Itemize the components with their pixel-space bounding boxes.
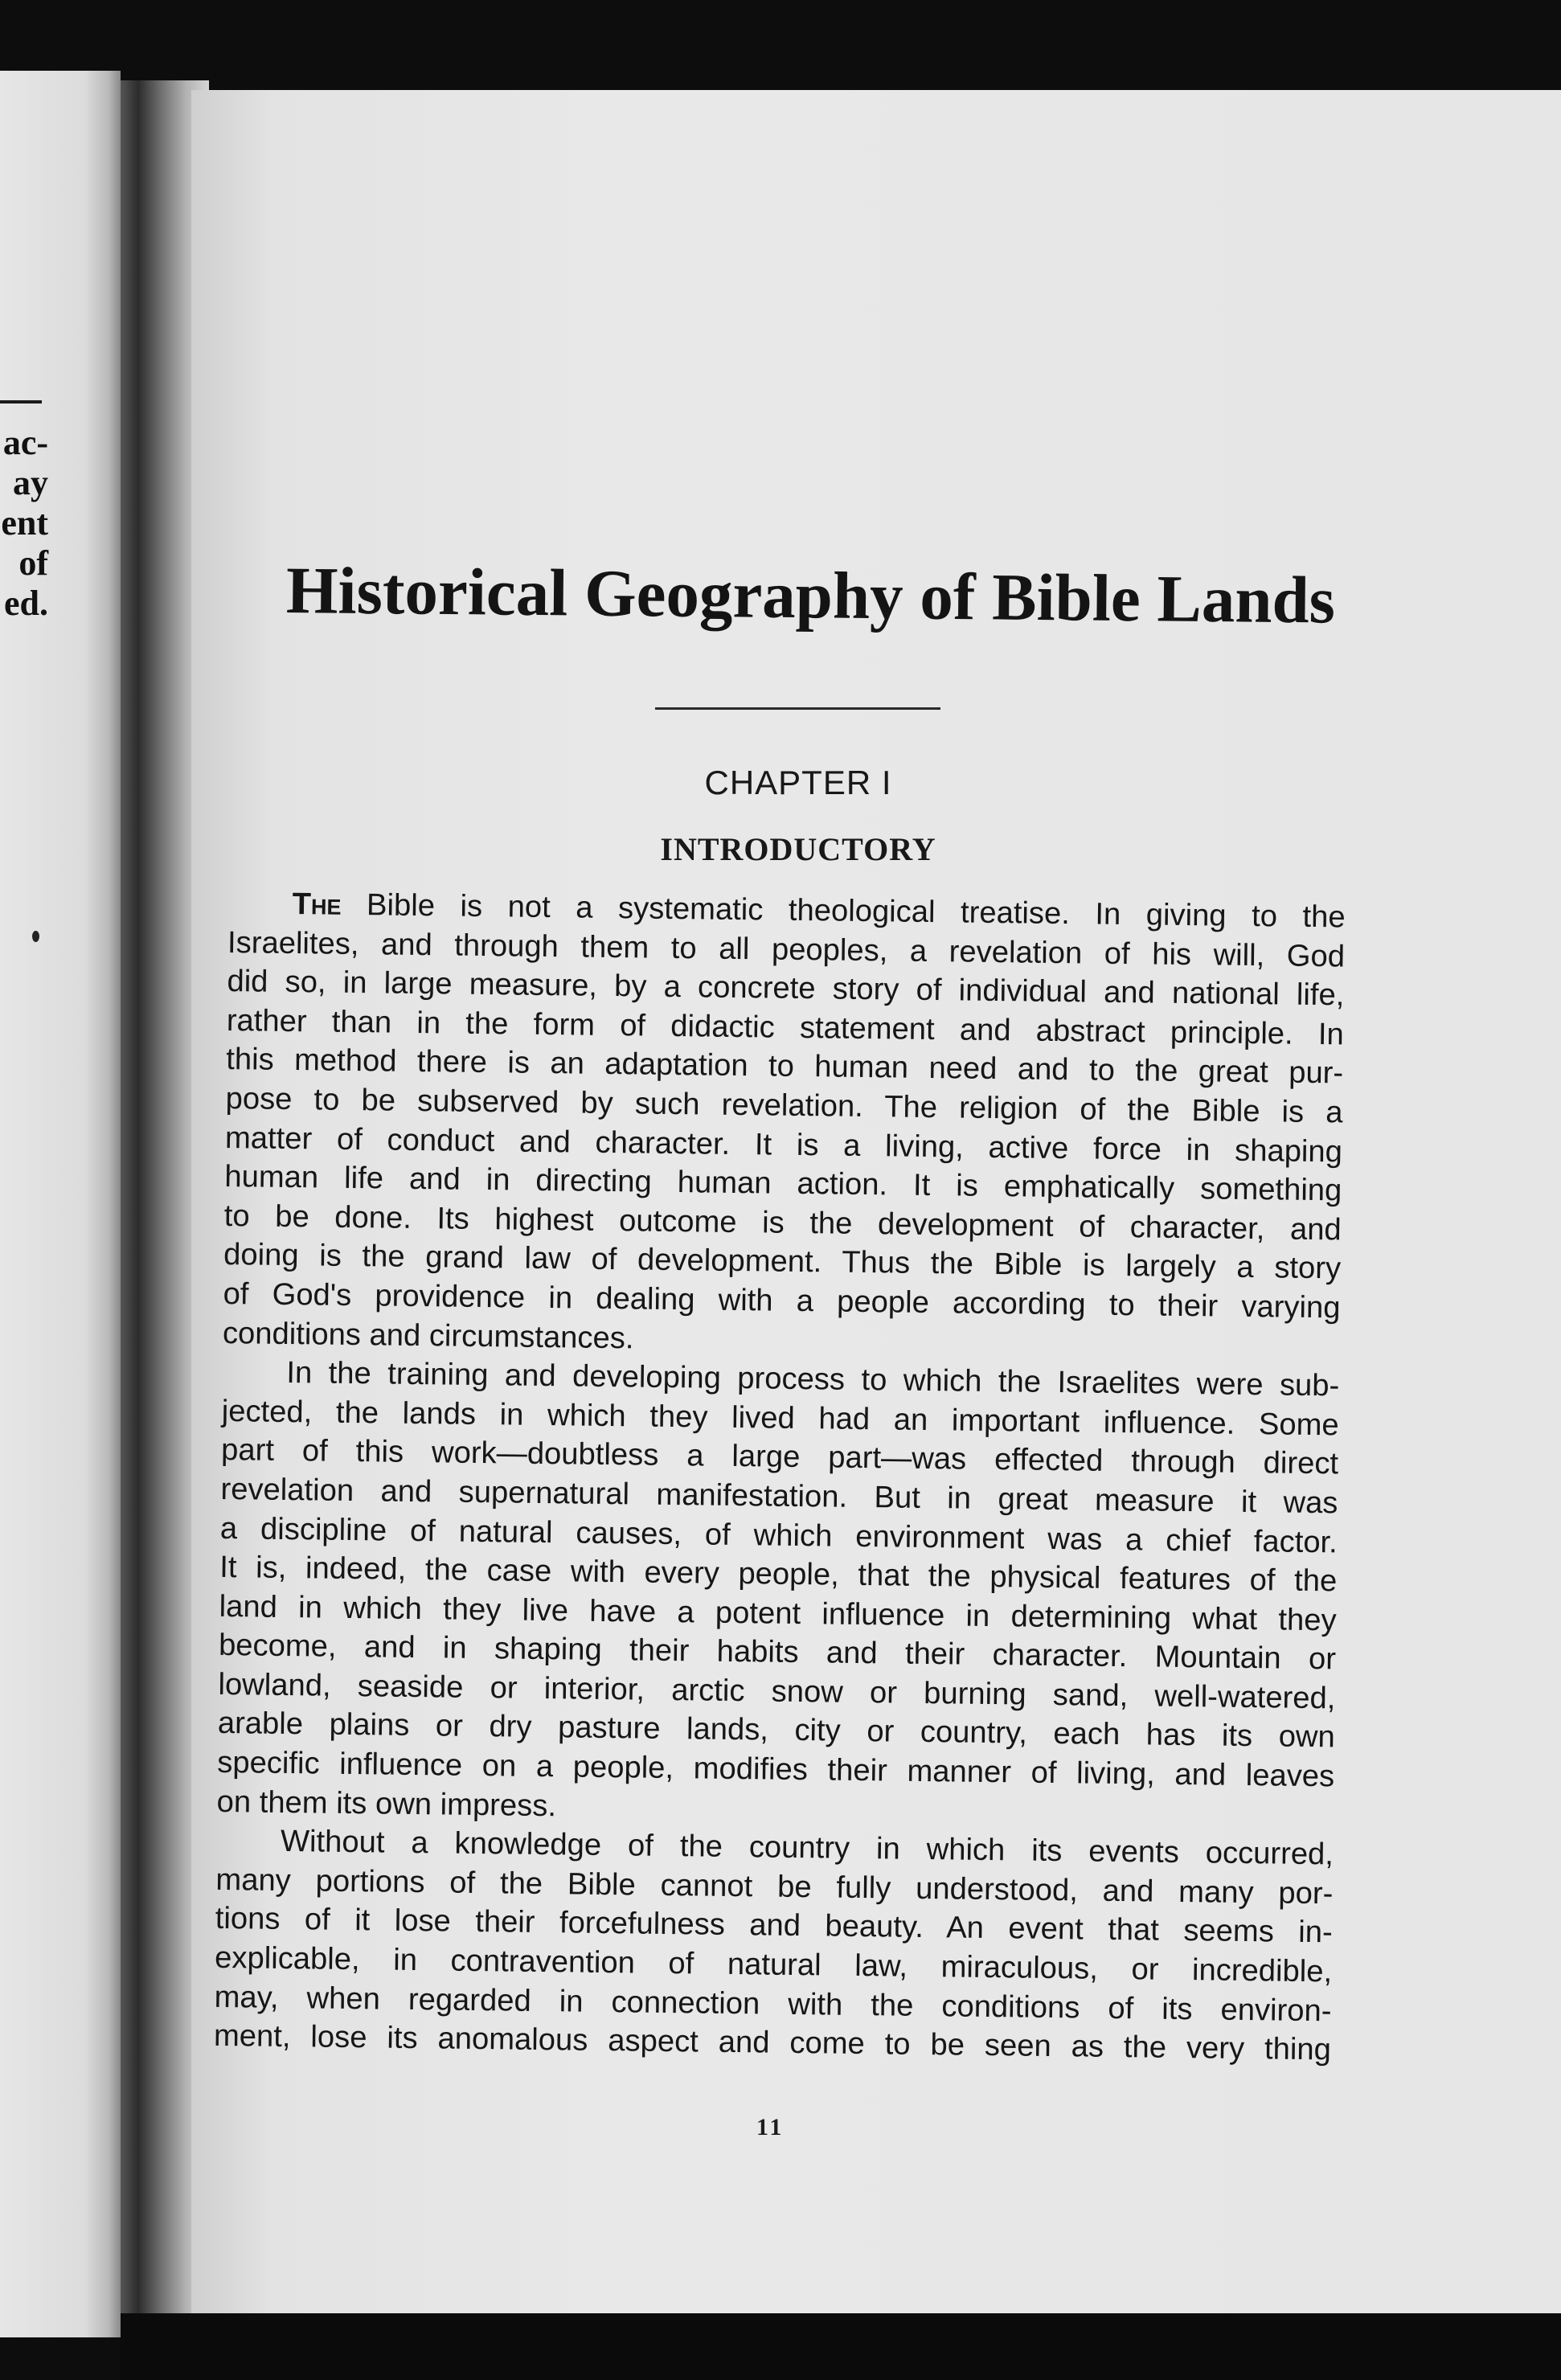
chapter-subtitle: INTRODUCTORY <box>660 831 936 867</box>
text-line: Without a knowledge of the country in which its events occurred, <box>280 1824 1334 1872</box>
text-line: The Bible is not a systematic theological treatise. In giving to the <box>292 887 1346 935</box>
page-number: 11 <box>756 2114 785 2140</box>
paragraph-3 <box>214 1821 1334 2070</box>
text-line: a discipline of natural causes, of which environment was a chief factor. <box>219 1510 1338 1559</box>
previous-page-text-fragments <box>0 423 48 624</box>
text-line: may, when regarded in connection with the conditions of its environ- <box>214 1979 1332 2028</box>
text-line: human life and in directing human action. It is emphatically something <box>224 1159 1342 1208</box>
text-line: arable plains or dry pasture lands, city or country, each has its own <box>217 1706 1336 1755</box>
previous-page-edge <box>0 71 121 2337</box>
chapter-body <box>214 884 1346 2070</box>
text-line: rather than in the form of didactic statement and abstract principle. In <box>226 1002 1345 1052</box>
text-line: become, and in shaping their habits and their character. Mountain or <box>218 1628 1337 1677</box>
text-line: specific influence on a people, modifies their manner of living, and leaves <box>217 1744 1335 1794</box>
text-line: In the training and developing process to which the Israelites were sub- <box>286 1355 1340 1403</box>
text-line: jected, the lands in which they lived had an important influence. Some <box>221 1393 1339 1443</box>
text-line: part of this work—doubtless a large part—was effected through direct <box>220 1432 1339 1481</box>
title-divider-rule <box>655 707 940 710</box>
text-line: tions of it lose their forcefulness and beauty. An event that seems in- <box>215 1901 1333 1950</box>
book-title: Historical Geography of Bible Lands <box>285 553 1336 637</box>
text-line: ment, lose its anomalous aspect and come to be seen as the very thing <box>213 2018 1332 2067</box>
text-line: It is, indeed, the case with every people, that the physical features of the <box>219 1550 1338 1599</box>
text-line: conditions and circumstances. <box>222 1315 634 1355</box>
previous-page-rule <box>0 400 42 403</box>
text-line: on them its own impress. <box>216 1784 557 1823</box>
fragment-line: ac- <box>2 423 48 462</box>
text-line: lowland, seaside or interior, arctic snow or burning sand, well-watered, <box>218 1666 1336 1716</box>
paragraph-2 <box>216 1353 1339 1836</box>
scan-bottom-border <box>121 2313 1561 2380</box>
text-line: doing is the grand law of development. Thus the Bible is largely a story <box>223 1237 1342 1286</box>
text-line: pose to be subserved by such revelation. The religion of the Bible is a <box>225 1080 1343 1130</box>
text-line: many portions of the Bible cannot be fully understood, and many por- <box>215 1862 1334 1911</box>
paragraph-lead-word: The <box>292 887 342 922</box>
text-line: did so, in large measure, by a concrete story of individual and national life, <box>227 964 1345 1013</box>
fragment-line: ay <box>13 463 48 502</box>
text-line: explicable, in contravention of natural law, miraculous, or incredible, <box>214 1940 1333 1989</box>
text-line: Israelites, and through them to all peoples, a revelation of his will, God <box>227 924 1346 974</box>
text-line: revelation and supernatural manifestation. But in great measure it was <box>220 1471 1338 1521</box>
fragment-line: ent <box>1 503 48 543</box>
chapter-heading: CHAPTER I <box>704 764 892 801</box>
text-line: this method there is an adaptation to human need and to the great pur- <box>225 1042 1344 1091</box>
paragraph-1 <box>223 884 1346 1367</box>
ink-speck <box>32 931 39 942</box>
text-line: land in which they live have a potent influence in determining what they <box>219 1588 1337 1638</box>
text-line: of God's providence in dealing with a people according to their varying <box>223 1276 1341 1325</box>
text-line: matter of conduct and character. It is a living, active force in shaping <box>224 1120 1343 1170</box>
fragment-line: of <box>18 543 48 583</box>
text-line: to be done. Its highest outcome is the development of character, and <box>223 1198 1342 1247</box>
fragment-line: ed. <box>4 584 48 623</box>
